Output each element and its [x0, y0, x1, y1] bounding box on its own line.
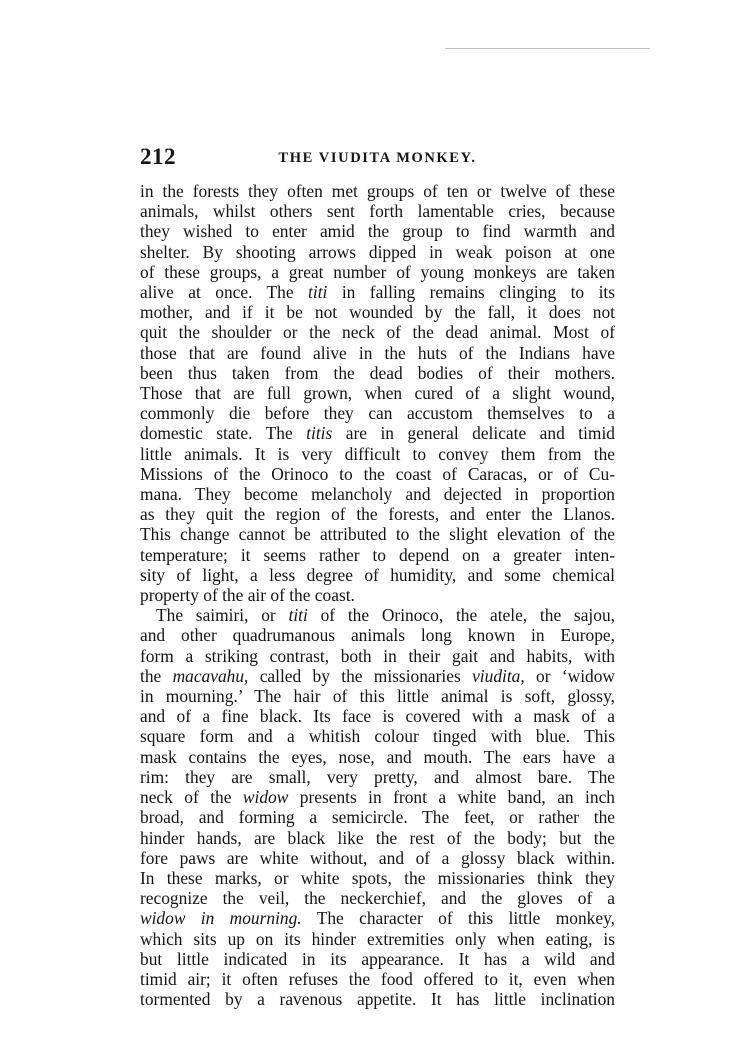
text-run: but little indicated in its appearance. It has a wild and [140, 948, 615, 969]
text-run: broad, and forming a semicircle. The feet, or rather the [140, 807, 615, 828]
text-run: mask contains the eyes, nose, and mouth. The ears have a [140, 746, 615, 767]
text-run: The character of this little monkey, [301, 908, 615, 929]
text-line [140, 545, 615, 565]
text-run: called by the missionaries [248, 665, 473, 686]
text-run: are in general delicate and timid [332, 423, 615, 444]
text-line [140, 706, 615, 726]
text-line [140, 686, 615, 706]
text-line [140, 302, 615, 322]
text-line [140, 524, 615, 544]
text-run: animals, whilst others sent forth lamentable cries, because [140, 201, 615, 222]
text-line [140, 787, 615, 807]
text-run: Missions of the Orinoco to the coast of Caracas, or of Cu- [140, 463, 615, 484]
text-run: been thus taken from the dead bodies of their mothers. [140, 362, 615, 383]
text-line [140, 807, 615, 827]
text-line [140, 181, 615, 201]
text-line [140, 383, 615, 403]
text-line [140, 262, 615, 282]
text-run: and other quadrumanous animals long known in Europe, [140, 625, 615, 646]
text-line [140, 908, 615, 928]
text-line [140, 565, 615, 585]
text-run: of the Orinoco, the atele, the sajou, [307, 605, 615, 626]
text-run: quit the shoulder or the neck of the dead animal. Most of [140, 322, 615, 343]
body-text [140, 181, 615, 1009]
text-run: or ‘widow [524, 665, 615, 686]
paragraph [140, 181, 615, 605]
text-line [140, 605, 615, 625]
text-line [140, 969, 615, 989]
text-run: as they quit the region of the forests, and enter the Llanos. [140, 504, 615, 525]
text-line [140, 929, 615, 949]
text-line [140, 242, 615, 262]
text-run: which sits up on its hinder extremities only when eating, is [140, 928, 615, 949]
text-line [140, 989, 615, 1009]
text-run: those that are found alive in the huts of the Indians have [140, 342, 615, 363]
italic-text: titi [288, 605, 308, 626]
text-line [140, 848, 615, 868]
text-run: in the forests they often met groups of ten or twelve of these [140, 181, 615, 201]
text-line [140, 423, 615, 443]
text-run: form a striking contrast, both in their gait and habits, with [140, 645, 615, 666]
text-line [140, 726, 615, 746]
page-header [140, 144, 615, 172]
text-line [140, 646, 615, 666]
italic-text: titi [308, 282, 328, 303]
text-line [140, 585, 615, 605]
text-run: Those that are full grown, when cured of a slight wound, [140, 383, 615, 404]
text-run: hinder hands, are black like the rest of the body; but the [140, 827, 615, 848]
text-run: the [140, 665, 173, 686]
text-line [140, 767, 615, 787]
paragraph [140, 605, 615, 1009]
text-line [140, 403, 615, 423]
text-run: of these groups, a great number of young monkeys are taken [140, 261, 615, 282]
text-run: This change cannot be attributed to the slight elevation of the [140, 524, 615, 545]
text-run: mana. They become melancholy and dejected in proportion [140, 484, 615, 505]
text-run: tormented by a ravenous appetite. It has little inclination [140, 989, 615, 1010]
text-run: timid air; it often refuses the food offered to it, even when [140, 968, 615, 989]
text-run: commonly die before they can accustom themselves to a [140, 403, 615, 424]
text-run: In these marks, or white spots, the missionaries think they [140, 867, 615, 888]
text-run: mother, and if it be not wounded by the fall, it does not [140, 302, 615, 323]
text-run: in mourning.’ The hair of this little animal is soft, glossy, [140, 686, 615, 707]
text-run: domestic state. The [140, 423, 307, 444]
text-line [140, 201, 615, 221]
text-line [140, 625, 615, 645]
text-line [140, 504, 615, 524]
text-line [140, 666, 615, 686]
text-run: recognize the veil, the neckerchief, and the gloves of a [140, 888, 615, 909]
text-run: presents in front a white band, an inch [288, 787, 616, 808]
text-line [140, 484, 615, 504]
text-run: sity of light, a less degree of humidity, and some chemical [140, 564, 615, 585]
text-line [140, 464, 615, 484]
text-run: square form and a whitish colour tinged with blue. This [140, 726, 615, 747]
text-run: shelter. By shooting arrows dipped in weak poison at one [140, 241, 615, 262]
italic-text: widow [242, 787, 289, 808]
text-run: in falling remains clinging to its [327, 282, 615, 303]
italic-text: titis [306, 423, 333, 444]
text-line [140, 949, 615, 969]
page-number: 212 [140, 144, 176, 169]
text-run: little animals. It is very difficult to convey them from the [140, 443, 615, 464]
text-line [140, 444, 615, 464]
text-run: The saimiri, or [156, 605, 289, 626]
text-run: property of the air of the coast. [140, 585, 355, 606]
running-head: THE VIUDITA MONKEY. [278, 150, 477, 166]
text-run: neck of the [140, 787, 243, 808]
italic-text: macavahu, [172, 665, 249, 686]
text-line [140, 343, 615, 363]
text-run: temperature; it seems rather to depend on a greater inten- [140, 544, 615, 565]
text-run: fore paws are white without, and of a glossy black within. [140, 847, 615, 868]
italic-text: viudita, [472, 665, 525, 686]
text-line [140, 322, 615, 342]
text-line [140, 363, 615, 383]
text-run: alive at once. The [140, 282, 309, 303]
top-rule [445, 48, 650, 49]
text-run: and of a fine black. Its face is covered with a mask of a [140, 706, 615, 727]
text-run: rim: they are small, very pretty, and almost bare. The [140, 766, 615, 787]
text-run: they wished to enter amid the group to find warmth and [140, 221, 615, 242]
italic-text: widow in mourning. [140, 908, 302, 929]
text-line [140, 282, 615, 302]
text-line [140, 888, 615, 908]
text-line [140, 828, 615, 848]
text-line [140, 747, 615, 767]
text-line [140, 868, 615, 888]
text-line [140, 221, 615, 241]
